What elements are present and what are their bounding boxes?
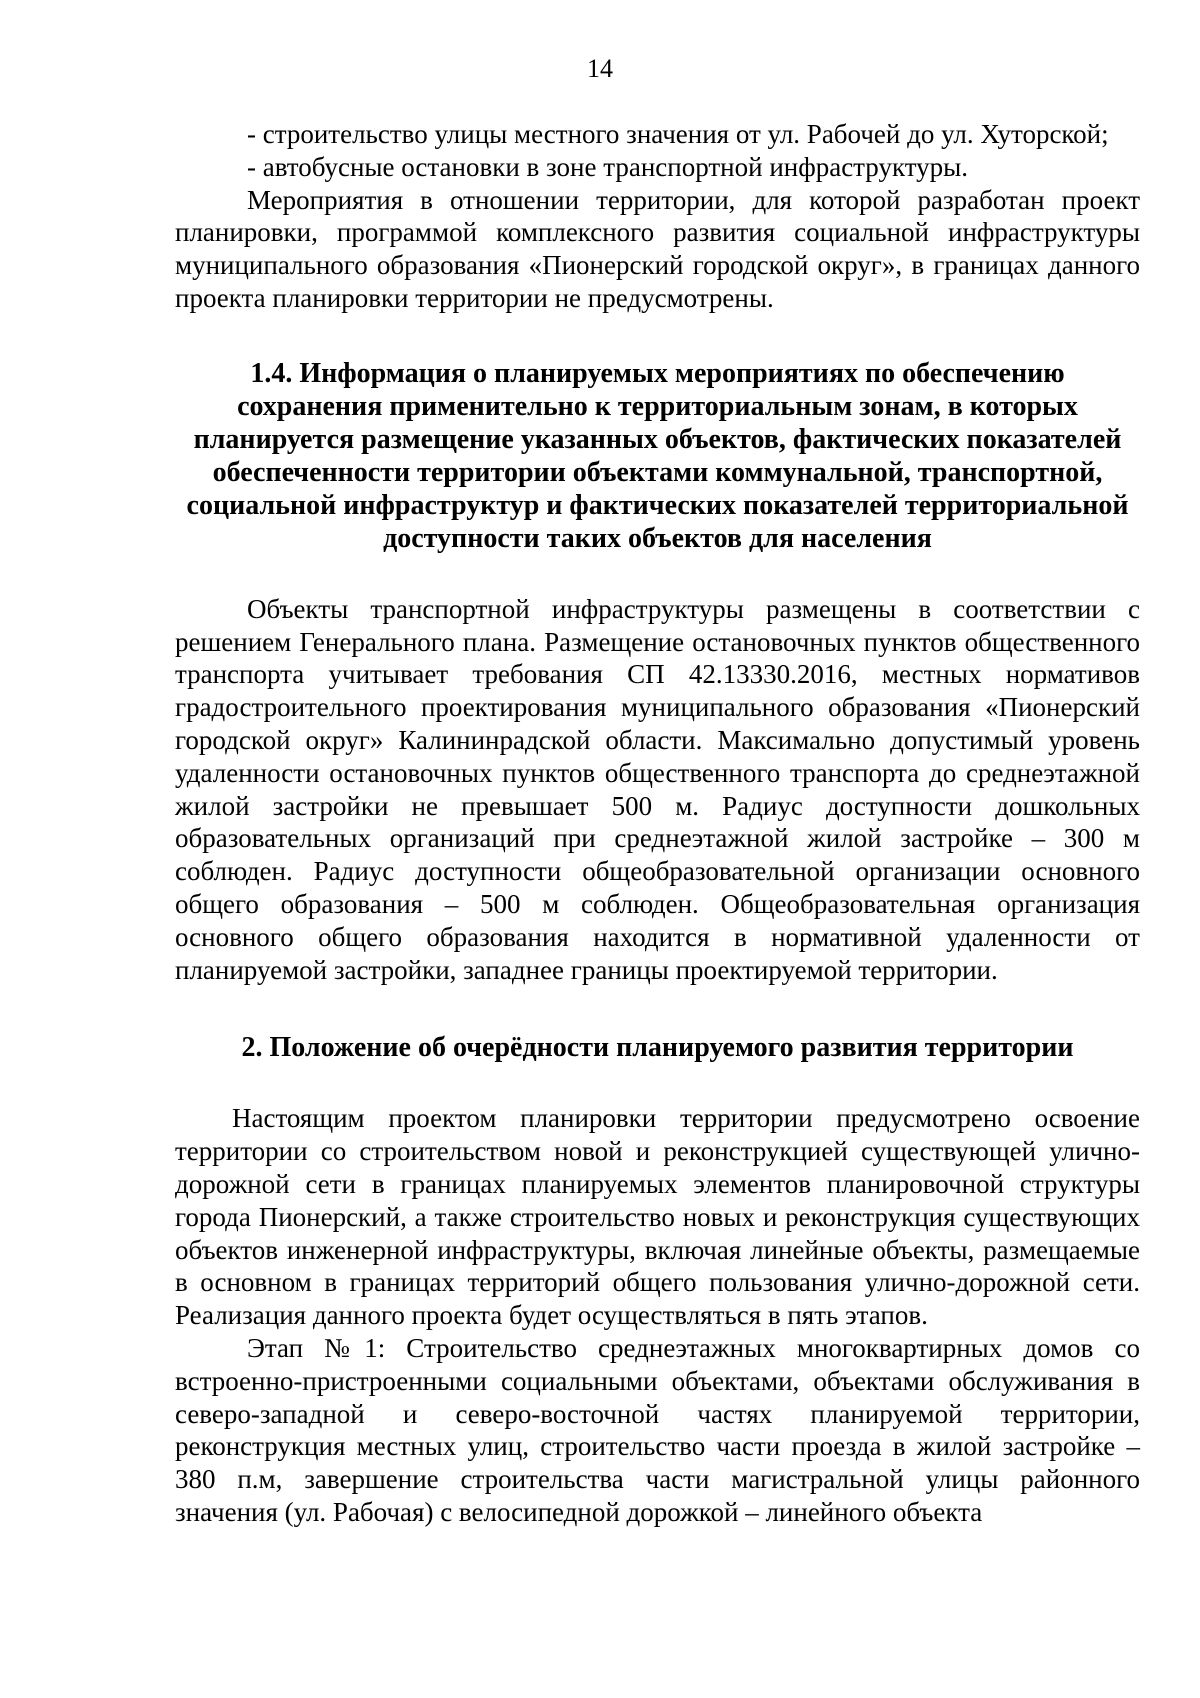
section-heading-2: 2. Положение об очерёдности планируемого развития территории [241,1032,1074,1064]
list-item: - автобусные остановки в зоне транспортной инфраструктуры. [247,151,969,182]
list-item: - строительство улицы местного значения от ул. Рабочей до ул. Хуторской; [247,119,1109,149]
section-2-paragraph-2: Этап №1: Строительство среднеэтажных многоквартирных домов со встроенно-пристроенными социальными объектами, объектами обслуживания в северо-западной и северо-восточной частях планируемой территории, реконструкция местных улиц, строительство части проезда в жилой застройке – 380 п.м, завершение строительства части магистральной улицы районного значения (ул. Рабочая) с велосипедной дорожкой – линейного объекта [175,1332,1140,1527]
intro-paragraph: Мероприятия в отношении территории, для которой разработан проект планировки, программой комплексного развития социальной инфраструктуры муниципального образования «Пионерский городской округ», в границах данного проекта планировки территории не предусмотрены. [175,184,1140,313]
section-2-paragraph-1: Настоящим проектом планировки территории предусмотрено освоение территории со строительством новой и реконструкцией существующей улично-дорожной сети в границах планируемых элементов планировочной структуры города Пионерский, а также строительство новых и реконструкция существующих объектов инженерной инфраструктуры, включая линейные объекты, размещаемые в основном в границах территорий общего пользования улично-дорожной сети. Реализация данного проекта будет осуществляться в пять этапов. [175,1103,1140,1331]
section-1-4-paragraph: Объекты транспортной инфраструктуры размещены в соответствии с решением Генерального плана. Размещение остановочных пунктов общественного транспорта учитывает требования СП 42.13330.2016, местных нормативов градостроительного проектирования муниципального образования «Пионерский городской округ» Калининрадской области. Максимально допустимый уровень удаленности остановочных пунктов общественного транспорта до среднеэтажной жилой застройки не превышает 500 м. Радиус доступности дошкольных образовательных организаций при среднеэтажной жилой застройке – 300 м соблюден. Радиус доступности общеобразовательной организации основного общего образования – 500 м соблюден. Общеобразовательная организация основного общего образования находится в нормативной удаленности от планируемой застройки, западнее границы проектируемой территории. [175,593,1140,985]
section-heading-1-4: 1.4. Информация о планируемых мероприятиях по обеспечению сохранения применительно к территориальным зонам, в которых планируется размещение указанных объектов, фактических показателей обеспеченности территории объектами коммунальной, транспортной, социальной инфраструктур и фактических показателей территориальной доступности таких объектов для населения [186,357,1129,554]
document-body [175,118,1140,1529]
page-number: 14 [587,54,613,83]
